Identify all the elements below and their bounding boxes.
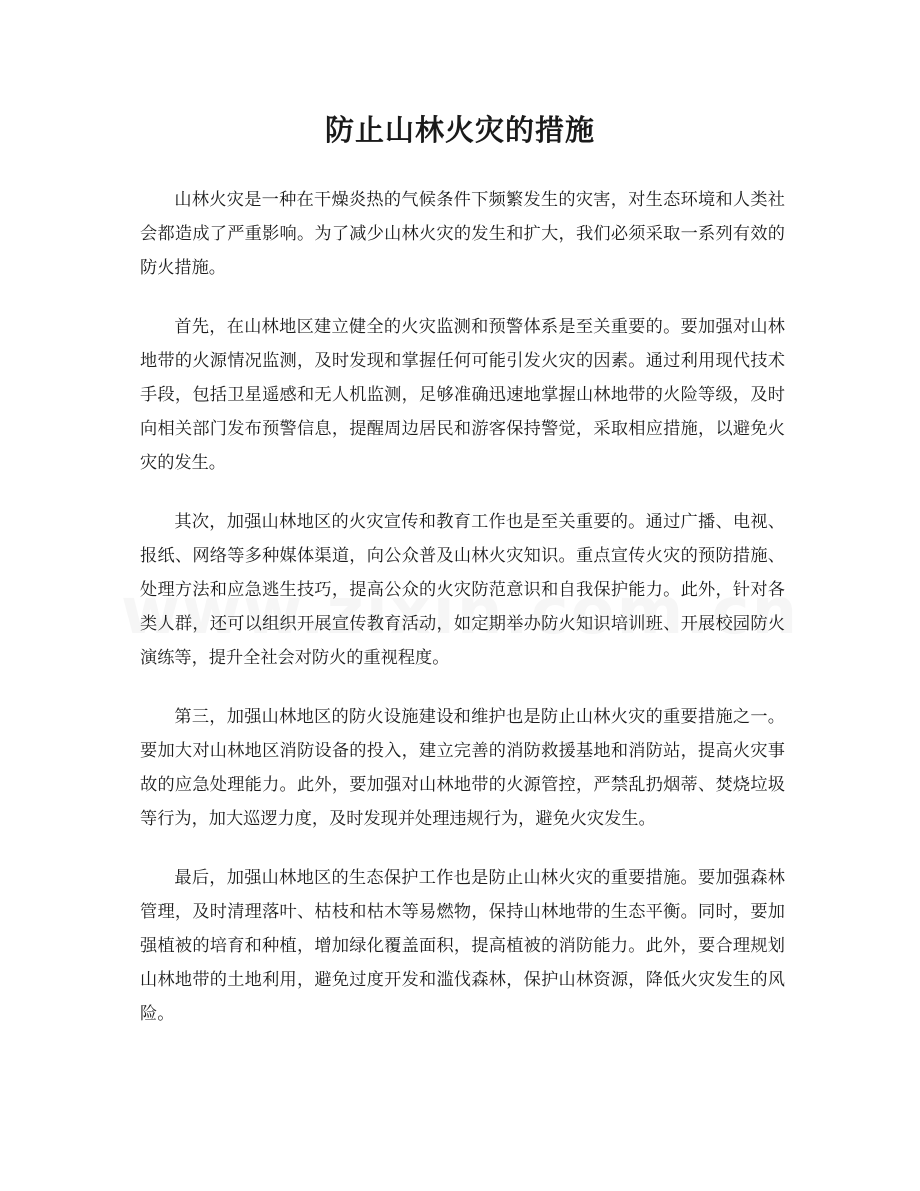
paragraph-facilities: 第三，加强山林地区的防火设施建设和维护也是防止山林火灾的重要措施之一。要加大对山林地区消防设备的投入，建立完善的消防救援基地和消防站，提高火灾事故的应急处理能力。此外，要加强对山林地带的火源管控，严禁乱扔烟蒂、焚烧垃圾等行为，加大巡逻力度，及时发现并处理违规行为，避免火灾发生。 [140,707,785,829]
paragraph-education: 其次，加强山林地区的火灾宣传和教育工作也是至关重要的。通过广播、电视、报纸、网络等多种媒体渠道，向公众普及山林火灾知识。重点宣传火灾的预防措施、处理方法和应急逃生技巧，提高公众的火灾防范意识和自我保护能力。此外，针对各类人群，还可以组织开展宣传教育活动，如定期举办防火知识培训班、开展校园防火演练等，提升全社会对防火的重视程度。 [140,512,785,668]
paragraph-intro: 山林火灾是一种在干燥炎热的气候条件下频繁发生的灾害，对生态环境和人类社会都造成了严重影响。为了减少山林火灾的发生和扩大，我们必须采取一系列有效的防火措施。 [140,190,785,278]
paragraph-monitoring: 首先，在山林地区建立健全的火灾监测和预警体系是至关重要的。要加强对山林地带的火源情况监测，及时发现和掌握任何可能引发火灾的因素。通过利用现代技术手段，包括卫星遥感和无人机监测，足够准确迅速地掌握山林地带的火险等级，及时向相关部门发布预警信息，提醒周边居民和游客保持警觉，采取相应措施，以避免火灾的发生。 [140,317,785,473]
paragraph-ecology: 最后，加强山林地区的生态保护工作也是防止山林火灾的重要措施。要加强森林管理，及时清理落叶、枯枝和枯木等易燃物，保持山林地带的生态平衡。同时，要加强植被的培育和种植，增加绿化覆盖面积，提高植被的消防能力。此外，要合理规划山林地带的土地利用，避免过度开发和滥伐森林，保护山林资源，降低火灾发生的风险。 [140,868,785,1024]
document-body [140,183,785,1056]
document-title: 防止山林火灾的措施 [324,113,595,147]
